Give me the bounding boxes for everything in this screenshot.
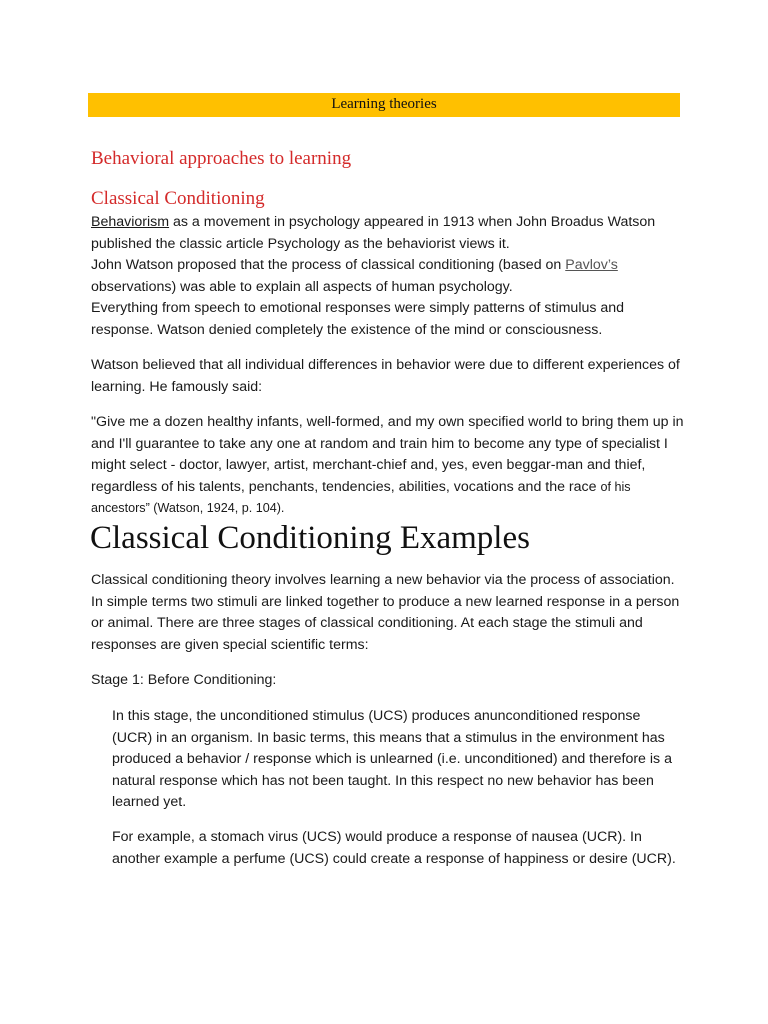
paragraph-watson-quote xyxy=(91,412,687,520)
paragraph-text: observations) was able to explain all aspects of human psychology. xyxy=(91,278,513,295)
paragraph-stage-1-example: For example, a stomach virus (UCS) would produce a response of nausea (UCR). In another example a perfume (UCS) could create a response of happiness or desire (UCR). xyxy=(112,829,676,867)
document-title-banner: Learning theories xyxy=(88,93,680,117)
heading-behavioral-approaches: Behavioral approaches to learning xyxy=(91,148,352,169)
heading-classical-conditioning-examples: Classical Conditioning Examples xyxy=(90,520,530,556)
stage-1-label: Stage 1: Before Conditioning: xyxy=(91,672,277,688)
paragraph-stage-1-description: In this stage, the unconditioned stimulus (UCS) produces anunconditioned response (UCR) in an organism. In basic terms, this means that a stimulus in the environment has produced a behavior / response which is unlearned (i.e. unconditioned) and therefore is a natural response which has not been taught. In this respect no new behavior has been learned yet. xyxy=(112,708,672,810)
paragraph-theory-intro: Classical conditioning theory involves learning a new behavior via the process of association. In simple terms two stimuli are linked together to produce a new learned response in a person or animal. There are three stages of classical conditioning. At each stage the stimuli and responses are given special scientific terms: xyxy=(91,572,680,653)
pavlov-link[interactable]: Pavlov’s xyxy=(565,257,618,273)
heading-classical-conditioning: Classical Conditioning xyxy=(91,188,265,209)
paragraph-watson-beliefs: Watson believed that all individual differences in behavior were due to different experiences of learning. He famously said: xyxy=(91,357,680,395)
quote-text: "Give me a dozen healthy infants, well-formed, and my own specified world to bring them up in and I'll guarantee to take any one at random and train him to become any type of specialist I might select - doctor, lawyer, artist, merchant-chief and, yes, even beggar-man and thief, regardless of his talents, penchants, tendencies, abilities, vocations and the race xyxy=(91,414,684,495)
paragraph-text: as a movement in psychology appeared in 1913 when John Broadus Watson published the classic article Psychology as the behaviorist views it. xyxy=(91,214,656,252)
paragraph-text: Everything from speech to emotional responses were simply patterns of stimulus and response. Watson denied completely the existence of the mind or consciousness. xyxy=(91,300,625,338)
behaviorism-link[interactable]: Behaviorism xyxy=(91,214,170,230)
quote-citation: of his ancestors” (Watson, 1924, p. 104). xyxy=(91,479,631,515)
paragraph-text: John Watson proposed that the process of classical conditioning (based on xyxy=(91,257,566,273)
paragraph-behaviorism xyxy=(91,212,687,341)
